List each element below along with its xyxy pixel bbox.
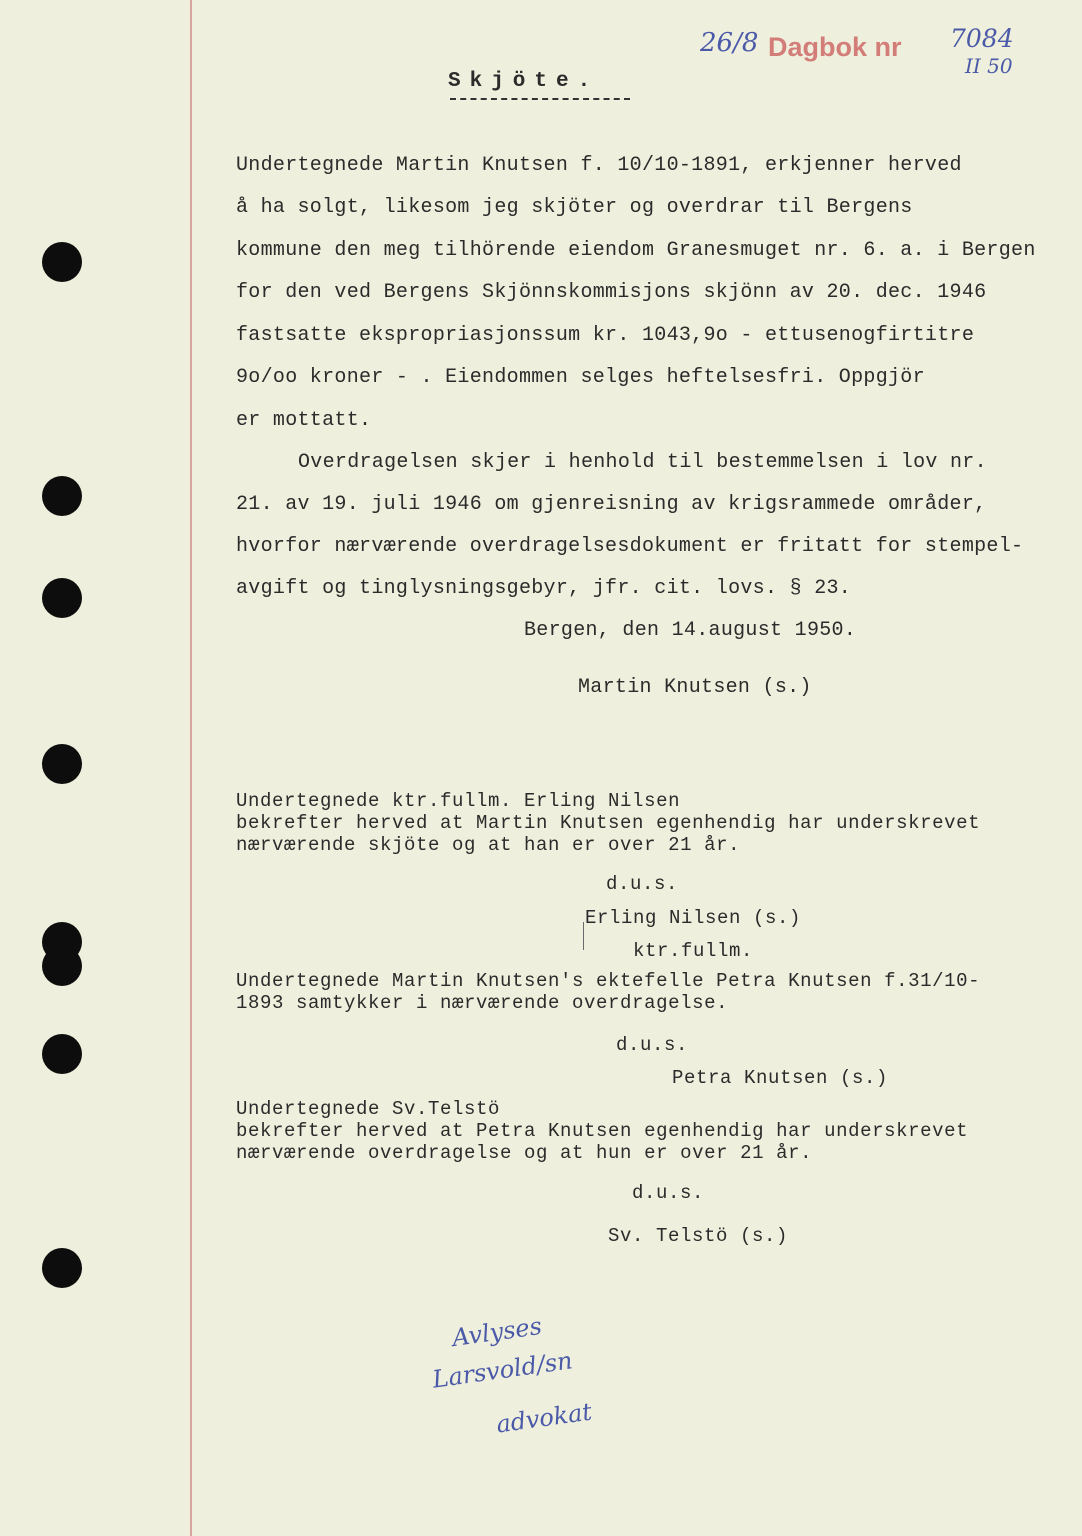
body-line: er mottatt. [236, 409, 372, 432]
punch-hole [42, 744, 82, 784]
consent-line: 1893 samtykker i nærværende overdragelse. [236, 992, 729, 1014]
punch-hole [42, 1248, 82, 1288]
punch-hole [42, 476, 82, 516]
margin-line [190, 0, 192, 1536]
signature-petra: Petra Knutsen (s.) [672, 1067, 889, 1089]
body-line: 21. av 19. juli 1946 om gjenreisning av krigsrammede områder, [236, 493, 987, 516]
attest2-line: Undertegnede Sv.Telstö [236, 1098, 501, 1120]
signature-telsto: Sv. Telstö (s.) [608, 1225, 789, 1247]
body-line: hvorfor nærværende overdragelsesdokument er fritatt for stempel- [236, 535, 1024, 558]
attest2-dus: d.u.s. [632, 1182, 705, 1204]
handwritten-note-line: Avlyses [450, 1311, 544, 1353]
attest1-line: nærværende skjöte og at han er over 21 år. [236, 834, 741, 856]
place-date: Bergen, den 14.august 1950. [524, 619, 857, 642]
body-line: Undertegnede Martin Knutsen f. 10/10-1891, erkjenner herved [236, 154, 962, 177]
handwritten-year: II 50 [965, 54, 1013, 78]
body-line: å ha solgt, likesom jeg skjöter og overdrar til Bergens [236, 196, 913, 219]
punch-hole [42, 946, 82, 986]
signature-mark [583, 922, 584, 950]
attest1-dus: d.u.s. [606, 873, 679, 895]
handwritten-date: 26/8 [700, 28, 759, 58]
body-line: Overdragelsen skjer i henhold til bestemmelsen i lov nr. [298, 451, 987, 474]
handwritten-note-line: Larsvold/sn [430, 1346, 575, 1394]
body-line: avgift og tinglysningsgebyr, jfr. cit. lovs. § 23. [236, 577, 852, 600]
attest2-line: nærværende overdragelse og at hun er over 21 år. [236, 1142, 813, 1164]
attest1-line: bekrefter herved at Martin Knutsen egenhendig har underskrevet [236, 812, 981, 834]
title-underline [450, 98, 630, 100]
punch-hole [42, 578, 82, 618]
body-line: kommune den meg tilhörende eiendom Granesmuget nr. 6. a. i Bergen [236, 239, 1036, 262]
handwritten-note-line: advokat [494, 1397, 594, 1439]
document-title: Skjöte. [448, 70, 600, 93]
signature-martin: Martin Knutsen (s.) [578, 676, 812, 699]
body-line: fastsatte ekspropriasjonssum kr. 1043,9o - ettusenogfirtitre [236, 324, 975, 347]
attest2-line: bekrefter herved at Petra Knutsen egenhendig har underskrevet [236, 1120, 969, 1142]
handwritten-number: 7084 [950, 24, 1014, 53]
signature-erling: Erling Nilsen (s.) [585, 907, 802, 929]
punch-hole [42, 1034, 82, 1074]
consent-line: Undertegnede Martin Knutsen's ektefelle Petra Knutsen f.31/10- [236, 970, 981, 992]
body-line: for den ved Bergens Skjönnskommisjons skjönn av 20. dec. 1946 [236, 281, 987, 304]
attest1-line: Undertegnede ktr.fullm. Erling Nilsen [236, 790, 681, 812]
dagbok-stamp: Dagbok nr [768, 32, 902, 62]
consent-dus: d.u.s. [616, 1034, 689, 1056]
attest1-role: ktr.fullm. [633, 940, 754, 962]
punch-hole [42, 242, 82, 282]
body-line: 9o/oo kroner - . Eiendommen selges heftelsesfri. Oppgjör [236, 366, 925, 389]
